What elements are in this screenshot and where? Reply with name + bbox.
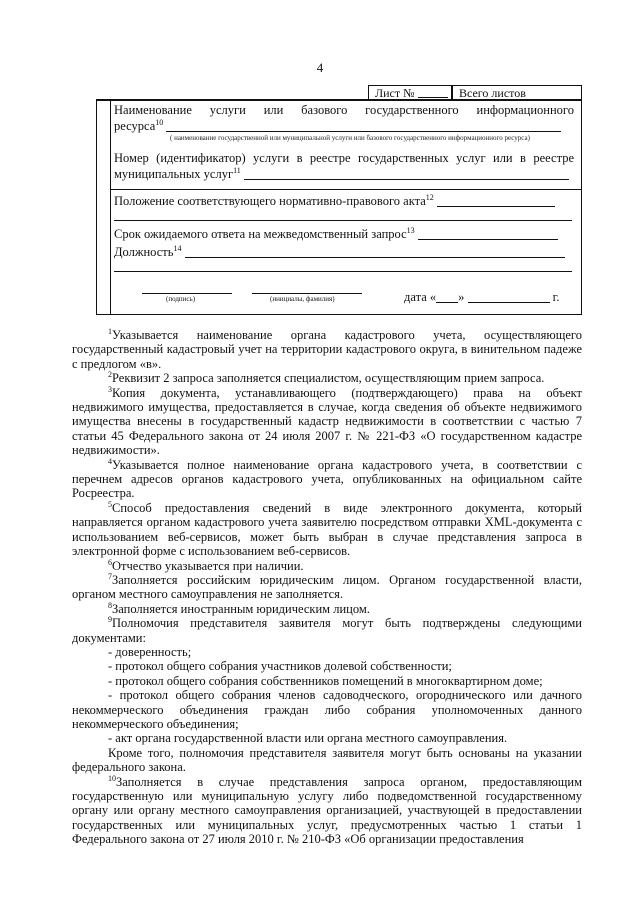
- regulation-field-continued[interactable]: [114, 219, 572, 221]
- position-field[interactable]: [185, 246, 565, 258]
- service-name-hint: ( наименование государственной или муниципальной услуги или базового государственного информационного ресурса): [170, 134, 530, 142]
- signature-caption: (подпись): [166, 295, 196, 303]
- sheet-number-field[interactable]: [418, 87, 448, 98]
- total-sheets-cell: [452, 85, 582, 99]
- list-item: - протокол общего собрания членов садоводческого, огороднического или дачного некоммерческого объединения граждан либо собрания уполномоченных данного некоммерческого объединения;: [72, 688, 582, 731]
- list-item: - доверенность;: [108, 644, 192, 659]
- date-day-field[interactable]: [436, 291, 458, 303]
- registry-id-field[interactable]: [244, 168, 569, 180]
- page-number: 4: [316, 60, 324, 75]
- footnote-5: $^5$Способ предоставления сведений в виде электронного документа, который направляется органом кадастрового учета заявителю посредством отправки XML-документа с использованием веб-сервисов, может быть выбран в случае представления запроса в электронной форме с использованием веб-сервисов.: [72, 499, 582, 559]
- footnote-3: $^3$Копия документа, устанавливающего (подтверждающего) права на объект недвижимого имущества, предоставляется в случае, когда сведения об объекте недвижимого имущества внесены в государственный кадастр недвижимости в соответствии с частью 7 статьи 45 Федерального закона от 24 июля 2007 г. № 221-ФЗ «О государственном кадастре недвижимости».: [72, 384, 582, 458]
- footnote-9: $^9$Полномочия представителя заявителя могут быть подтверждены следующими документами:: [72, 614, 582, 645]
- list-item: - протокол общего собрания собственников помещений в многоквартирном доме;: [108, 673, 543, 688]
- date-row: дата « » г.: [404, 290, 560, 304]
- footnote-1: $^1$Указывается наименование органа кадастрового учета, осуществляющего государственный кадастровый учет на территории кадастрового округа, в винительном падеже с предлогом «в».: [72, 326, 582, 371]
- service-name-line2: ресурса$^{10}$: [114, 118, 574, 134]
- footnote-4: $^4$Указывается полное наименование органа кадастрового учета, в соответствии с перечнем адресов органов кадастрового учета, опубликованных на официальном сайте Росреестра.: [72, 456, 582, 501]
- deadline-row: Срок ожидаемого ответа на межведомственный запрос$^{13}$: [114, 226, 574, 242]
- registry-id-line2: муниципальных услуг$^{11}$: [114, 166, 574, 182]
- registry-id-line1: Номер (идентификатор) услуги в реестре государственных услуг или в реестре: [114, 151, 574, 165]
- list-item: - акт органа государственной власти или органа местного самоуправления.: [108, 731, 508, 746]
- section-divider: [110, 189, 581, 190]
- list-item: - протокол общего собрания участников долевой собственности;: [108, 659, 452, 674]
- footnotes: [72, 328, 582, 847]
- initials-field[interactable]: [252, 292, 362, 294]
- service-name-field[interactable]: [166, 120, 561, 132]
- footnote-10: $^{10}$Заполняется в случае представления запроса органом, предоставляющим государственную или муниципальную услугу либо подведомственной государственному органу или органу местного самоуправления организацией, участвующей в предоставлении государственных или муниципальных услуг, предусмотренных частью 1 статьи 1 Федерального закона от 27 июля 2010 г. № 210-ФЗ «Об организации предоставления: [72, 773, 582, 847]
- signature-field[interactable]: [142, 292, 232, 294]
- position-field-continued[interactable]: [114, 270, 572, 272]
- initials-caption: (инициалы, фамилия): [270, 295, 335, 303]
- deadline-field[interactable]: [418, 228, 558, 240]
- footnote-7: $^7$Заполняется российским юридическим лицом. Органом государственной власти, органом местного самоуправления не заполняется.: [72, 571, 582, 602]
- position-row: Должность$^{14}$: [114, 244, 574, 260]
- footnote-2: $^2$Реквизит 2 запроса заполняется специалистом, осуществляющим прием запроса.: [108, 370, 545, 386]
- footnote-8: $^8$Заполняется иностранным юридическим лицом.: [108, 600, 370, 616]
- date-month-field[interactable]: [468, 291, 550, 303]
- regulation-field[interactable]: [437, 195, 555, 207]
- regulation-row: Положение соответствующего нормативно-правового акта$^{12}$: [114, 193, 574, 209]
- sheet-label: Лист №: [375, 86, 415, 100]
- footnote-6: $^6$Отчество указывается при наличии.: [108, 557, 304, 573]
- sheet-number-cell: [368, 85, 452, 99]
- table-divider: [110, 101, 111, 314]
- total-sheets-label: Всего листов: [459, 86, 526, 100]
- service-name-line1: Наименование услуги или базового государственного информационного: [114, 103, 574, 117]
- extra-paragraph: Кроме того, полномочия представителя заявителя могут быть основаны на указании федерального закона.: [72, 745, 582, 775]
